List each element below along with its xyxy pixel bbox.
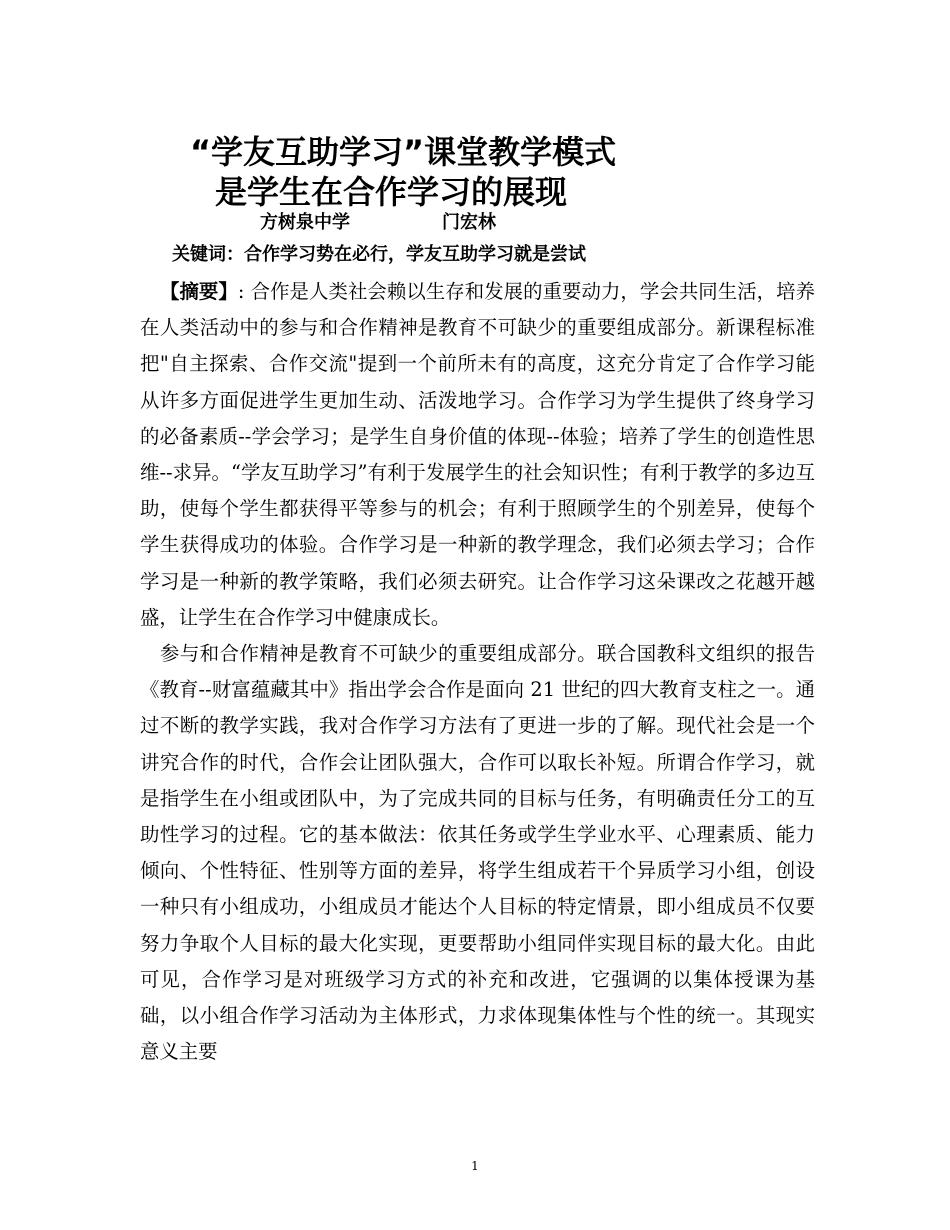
body-paragraph-2: 参与和合作精神是教育不可缺少的重要组成部分。联合国教科文组织的报告《教育--财富蕴藏其中》指出学会合作是面向 21 世纪的四大教育支柱之一。通过不断的教学实践，我对合作学习方法有了更进一步的了解。现代社会是一个讲究合作的时代，合作会让团队强大，合作可以取长补短。所谓合作学习，就是指学生在小组或团队中，为了完成共同的目标与任务，有明确责任分工的互助性学习的过程。它的基本做法：依其任务或学生学业水平、心理素质、能力倾向、个性特征、性别等方面的差异，将学生组成若干个异质学习小组，创设一种只有小组成功，小组成员才能达个人目标的特定情景，即小组成员不仅要努力争取个人目标的最大化实现，更要帮助小组同伴实现目标的最大化。由此可见，合作学习是对班级学习方式的补充和改进，它强调的以集体授课为基础，以小组合作学习活动为主体形式，力求体现集体性与个性的统一。其现实意义主要 <box>140 642 815 1064</box>
author-school: 方树泉中学 <box>260 212 350 233</box>
abstract-label: 【摘要】 <box>160 280 238 303</box>
document-title-line-2: 是学生在合作学习的展现 <box>215 173 568 211</box>
abstract-text: : 合作是人类社会赖以生存和发展的重要动力，学会共同生活，培养在人类活动中的参与和合作精神是教育不可缺少的重要组成部分。新课程标准把"自主探索、合作交流"提到一个前所未有的高度，这充分肯定了合作学习能从许多方面促进学生更加生动、活泼地学习。合作学习为学生提供了终身学习的必备素质--学会学习；是学生自身价值的体现--体验；培养了学生的创造性思维--求异。“学友互助学习”有利于发展学生的社会知识性；有利于教学的多边互助，使每个学生都获得平等参与的机会；有利于照顾学生的个别差异，使每个学生获得成功的体验。合作学习是一种新的教学理念，我们必须去学习；合作学习是一种新的教学策略，我们必须去研究。让合作学习这朵课改之花越开越盛，让学生在合作学习中健康成长。 <box>140 280 815 629</box>
keywords-line: 关键词：合作学习势在必行，学友互助学习就是尝试 <box>172 244 586 265</box>
document-title-line-1: “学友互助学习”课堂教学模式 <box>190 133 617 171</box>
author-line <box>0 209 950 237</box>
page-number: 1 <box>471 1159 479 1173</box>
abstract-paragraph <box>140 274 815 636</box>
author-name: 门宏林 <box>442 212 496 233</box>
document-body <box>140 274 815 1070</box>
